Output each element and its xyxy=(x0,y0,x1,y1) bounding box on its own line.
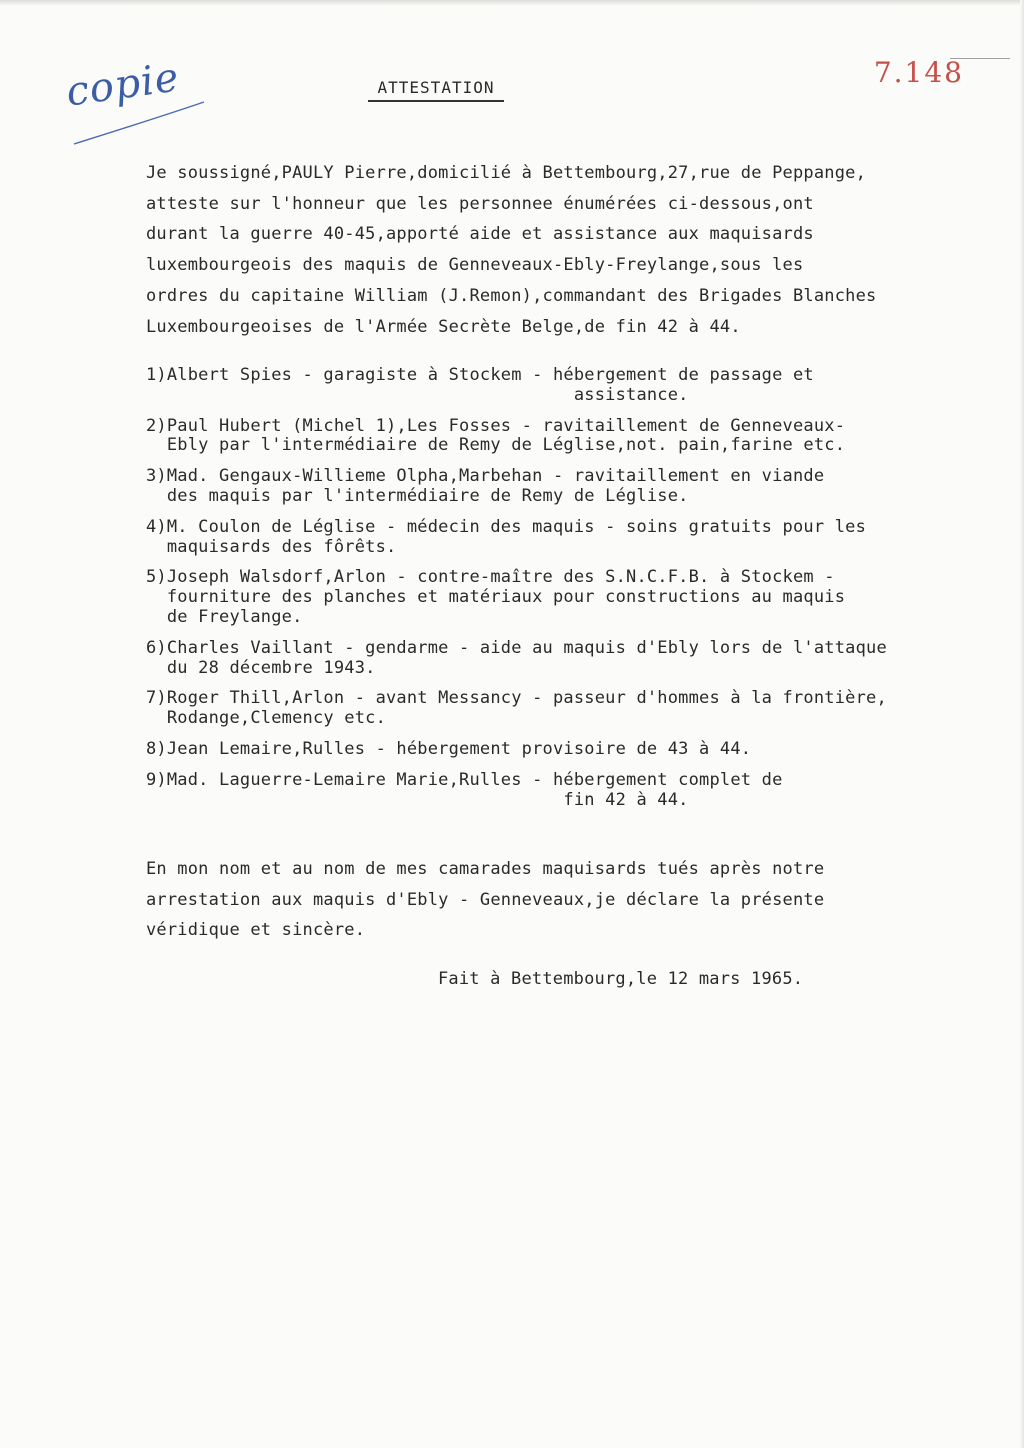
list-item: 8)Jean Lemaire,Rulles - hébergement provisoire de 43 à 44. xyxy=(146,738,752,759)
document-title: ATTESTATION xyxy=(368,78,504,102)
page-top-edge xyxy=(0,0,1024,6)
list-item: 7)Roger Thill,Arlon - avant Messancy - passeur d'hommes à la frontière, Rodange,Clemency etc. xyxy=(146,688,887,729)
handwritten-reference-number: 7.148 xyxy=(873,56,964,89)
list-item: 9)Mad. Laguerre-Lemaire Marie,Rulles - hébergement complet de fin 42 à 44. xyxy=(146,769,783,810)
list-item: 1)Albert Spies - garagiste à Stockem - hébergement de passage et assistance. xyxy=(146,365,814,405)
list-item: 2)Paul Hubert (Michel 1),Les Fosses - ravitaillement de Genneveaux- Ebly par l'intermédiaire de Remy de Léglise,not. pain,farine etc. xyxy=(146,415,846,456)
intro-paragraph: Je soussigné,PAULY Pierre,domicilié à Bettembourg,27,rue de Peppange, atteste sur l'honneur que les personnee énumérées ci-dessous,ont durant la guerre 40-45,apporté aide et assistance aux maquisards luxembourgeois des maquis de Genneveaux-Ebly-Freylange,sous les ordres du capitaine William (J.Remon),commandant des Brigades Blanches Luxembourgeoises de l'Armée Secrète Belge,de fin 42 à 44. xyxy=(146,163,877,337)
list-item: 4)M. Coulon de Léglise - médecin des maquis - soins gratuits pour les maquisards des fôrêts. xyxy=(146,516,867,557)
handwritten-copie-note: copie xyxy=(63,54,183,116)
closing-paragraph: En mon nom et au nom de mes camarades maquisards tués après notre arrestation aux maquis d'Ebly - Genneveaux,je déclare la présente véridique et sincère. xyxy=(146,859,825,941)
list-item: 6)Charles Vaillant - gendarme - aide au maquis d'Ebly lors de l'attaque du 28 décembre 1943. xyxy=(146,637,887,678)
beneficiary-list xyxy=(146,366,1016,821)
reference-line xyxy=(950,58,1010,59)
list-item: 5)Joseph Walsdorf,Arlon - contre-maître des S.N.C.F.B. à Stockem - fourniture des planches et matériaux pour constructions au maquis de Freylange. xyxy=(146,567,846,627)
list-item: 3)Mad. Gengaux-Willieme Olpha,Marbehan - ravitaillement en viande des maquis par l'intermédiaire de Remy de Léglise. xyxy=(146,466,825,506)
handwritten-underline-stroke xyxy=(72,98,207,148)
signoff-line: Fait à Bettembourg,le 12 mars 1965. xyxy=(438,969,804,989)
page-right-edge xyxy=(1020,0,1024,1448)
